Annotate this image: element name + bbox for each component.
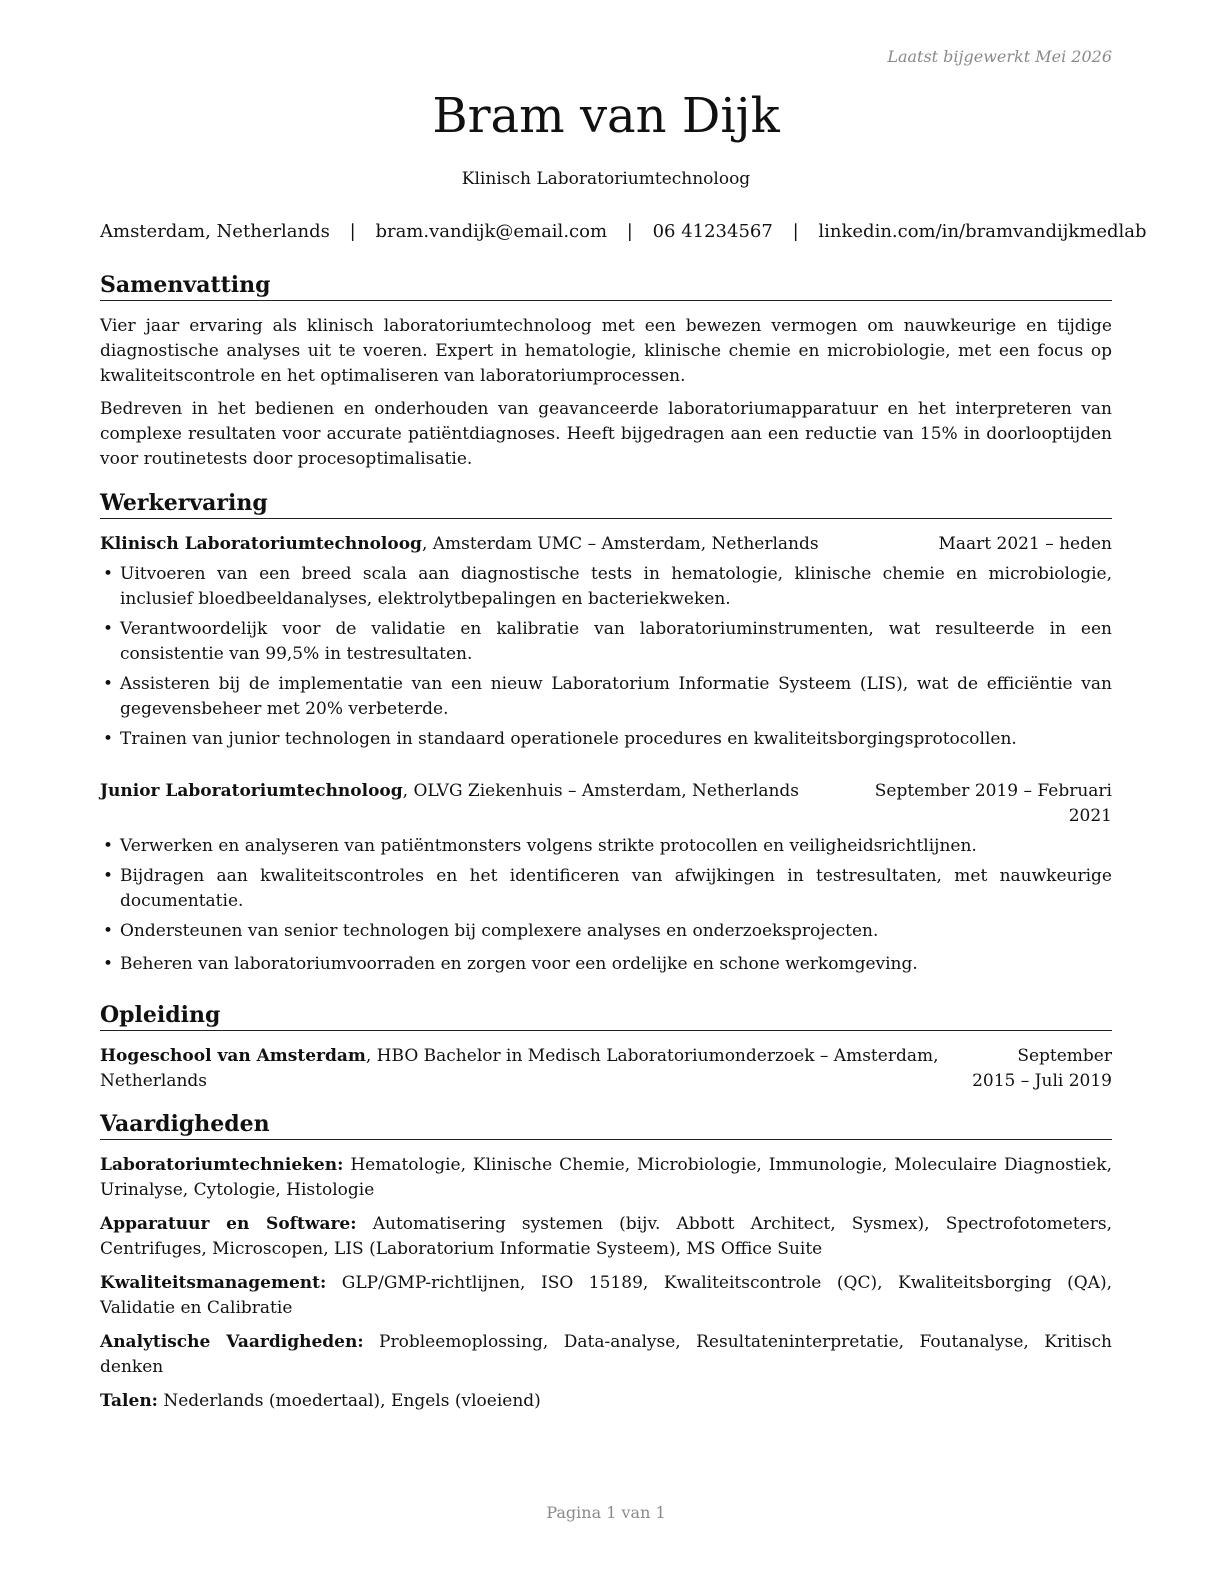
skill-value: Nederlands (moedertaal), Engels (vloeiend) — [157, 1391, 541, 1411]
bullet-icon: • — [103, 729, 114, 749]
contact-linkedin[interactable]: linkedin.com/in/bramvandijkmedlab — [818, 221, 1147, 242]
skill-item — [100, 1389, 1112, 1414]
job-bullets — [100, 834, 1112, 977]
job-header — [100, 532, 1112, 557]
list-item: • Verwerken en analyseren van patiëntmonsters volgens strikte protocollen en veiligheidsrichtlijnen. — [100, 834, 1112, 859]
skill-item — [100, 1212, 1112, 1262]
summary-paragraph: Vier jaar ervaring als klinisch laboratoriumtechnoloog met een bewezen vermogen om nauwkeurige en tijdige diagnostische analyses uit te voeren. Expert in hematologie, klinische chemie en microbiologie, met een focus op kwaliteitscontrole en het optimaliseren van laboratoriumprocessen. — [100, 316, 1112, 386]
job-header — [100, 779, 1112, 829]
job-organization: , Amsterdam UMC – Amsterdam, Netherlands — [421, 534, 819, 554]
bullet-icon: • — [103, 564, 114, 584]
job-date: September 2019 – Februari 2021 — [874, 781, 1112, 826]
contact-phone: 06 41234567 — [652, 221, 773, 242]
bullet-icon: • — [103, 836, 114, 856]
page-number: Pagina 1 van 1 — [546, 1503, 666, 1522]
section-title-summary: Samenvatting — [100, 271, 1112, 301]
contact-email[interactable]: bram.vandijk@email.com — [375, 221, 608, 242]
education-entry — [100, 1044, 1112, 1094]
contact-separator: | — [349, 221, 356, 242]
bullet-icon: • — [103, 674, 114, 694]
section-title-education: Opleiding — [100, 1001, 1112, 1031]
section-title-skills: Vaardigheden — [100, 1110, 1112, 1140]
job-role: Klinisch Laboratoriumtechnoloog — [100, 534, 422, 554]
job-date: Maart 2021 – heden — [938, 534, 1112, 554]
skill-value: GLP/GMP-richtlijnen, ISO 15189, Kwaliteitscontrole (QC), Kwaliteitsborging (QA), Validatie en Calibratie — [100, 1273, 1112, 1318]
summary-paragraph: Bedreven in het bedienen en onderhouden van geavanceerde laboratoriumapparatuur en het interpreteren van complexe resultaten voor accurate patiëntdiagnoses. Heeft bijgedragen aan een reductie van 15% in doorlooptijden voor routinetests door procesoptimalisatie. — [100, 399, 1112, 469]
skill-item — [100, 1271, 1112, 1321]
contact-line — [100, 219, 1147, 244]
section-title-experience: Werkervaring — [100, 489, 1112, 519]
skill-item — [100, 1330, 1112, 1380]
job-bullets — [100, 562, 1112, 752]
education-date: September 2015 – Juli 2019 — [972, 1046, 1112, 1091]
last-updated: Laatst bijgewerkt Mei 2026 — [887, 47, 1112, 66]
bullet-icon: • — [103, 619, 114, 639]
skill-value: Probleemoplossing, Data-analyse, Resultateninterpretatie, Foutanalyse, Kritisch denken — [100, 1332, 1112, 1377]
education-detail: , HBO Bachelor in Medisch Laboratoriumonderzoek – Amsterdam, Netherlands — [100, 1046, 939, 1091]
job-organization: , OLVG Ziekenhuis – Amsterdam, Netherlands — [402, 781, 800, 801]
job-entry — [100, 779, 1112, 977]
list-item: • Ondersteunen van senior technologen bij complexere analyses en onderzoeksprojecten. — [100, 919, 1112, 944]
skill-label: Analytische Vaardigheden: — [100, 1332, 364, 1352]
bullet-icon: • — [103, 921, 114, 941]
list-item: • Trainen van junior technologen in standaard operationele procedures en kwaliteitsborgingsprotocollen. — [100, 727, 1112, 752]
skills-section — [100, 1153, 1112, 1423]
contact-separator: | — [792, 221, 799, 242]
list-item: • Assisteren bij de implementatie van een nieuw Laboratorium Informatie Systeem (LIS), wat de efficiëntie van gegevensbeheer met 20% verbeterde. — [103, 674, 1112, 719]
skill-label: Kwaliteitsmanagement: — [100, 1273, 327, 1293]
bullet-icon: • — [103, 954, 114, 974]
job-entry — [100, 532, 1112, 752]
list-item: • Uitvoeren van een breed scala aan diagnostische tests in hematologie, klinische chemie en microbiologie, inclusief bloedbeeldanalyses, elektrolytbepalingen en bacteriekweken. — [103, 564, 1112, 609]
education-school: Hogeschool van Amsterdam — [100, 1046, 366, 1066]
skill-label: Talen: — [100, 1391, 158, 1411]
bullet-icon: • — [103, 866, 114, 886]
candidate-name: Bram van Dijk — [432, 88, 780, 144]
skill-label: Laboratoriumtechnieken: — [100, 1155, 344, 1175]
skill-value: Automatisering systemen (bijv. Abbott Architect, Sysmex), Spectrofotometers, Centrifuges, Microscopen, LIS (Laboratorium Informatie Systeem), MS Office Suite — [100, 1214, 1112, 1259]
resume-page — [100, 0, 1147, 1584]
contact-location: Amsterdam, Netherlands — [100, 221, 330, 242]
job-role: Junior Laboratoriumtechnoloog — [100, 781, 403, 801]
skill-label: Apparatuur en Software: — [100, 1214, 357, 1234]
list-item: • Bijdragen aan kwaliteitscontroles en het identificeren van afwijkingen in testresultaten, met nauwkeurige documentatie. — [103, 866, 1112, 911]
summary-section — [100, 314, 1112, 472]
candidate-role: Klinisch Laboratoriumtechnoloog — [461, 169, 751, 189]
skill-value: Hematologie, Klinische Chemie, Microbiologie, Immunologie, Moleculaire Diagnostiek, Urinalyse, Cytologie, Histologie — [100, 1155, 1112, 1200]
skill-item — [100, 1153, 1112, 1203]
list-item: • Beheren van laboratoriumvoorraden en zorgen voor een ordelijke en schone werkomgeving. — [100, 952, 1112, 977]
contact-separator: | — [626, 221, 633, 242]
list-item: • Verantwoordelijk voor de validatie en kalibratie van laboratoriuminstrumenten, wat resulteerde in een consistentie van 99,5% in testresultaten. — [103, 619, 1112, 664]
